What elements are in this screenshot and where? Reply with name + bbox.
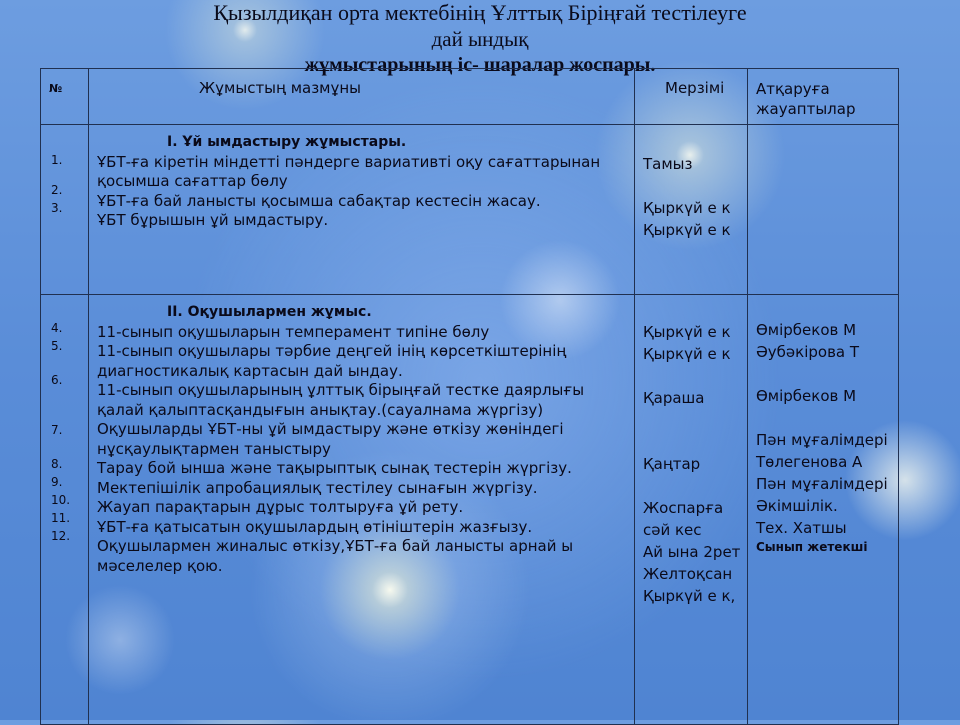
list-item: ҰБТ-ға бай ланысты қосымша сабақтар кестесін жасау. — [97, 191, 541, 210]
row-number: 2. — [51, 183, 63, 197]
responsible-cell: Өмірбеков М — [756, 321, 857, 339]
header-number: № — [41, 69, 89, 125]
responsible-cell: Пән мұғалімдері — [756, 431, 888, 449]
list-item: Мектепішілік апробациялық тестілеу сынағын жүргізу. — [97, 478, 538, 497]
deadline-cell: Ай ына 2рет — [643, 543, 741, 561]
responsible-cell: Өмірбеков М — [756, 387, 857, 405]
section1-dates — [635, 125, 748, 295]
deadline-cell: Қыркүй е к — [643, 221, 731, 239]
responsible-cell: Әубәкірова Т — [756, 343, 860, 361]
document-title — [0, 0, 960, 78]
section2-numbers — [41, 295, 89, 725]
deadline-cell: Тамыз — [643, 155, 693, 173]
header-deadline: Мерзімі — [635, 69, 748, 125]
title-line-1: Қызылдиқан орта мектебінің Ұлттық Біріңғай тестілеуге — [213, 0, 747, 25]
responsible-cell: Сынып жетекші — [756, 540, 868, 554]
section1-numbers — [41, 125, 89, 295]
deadline-cell: Қыркүй е к — [643, 199, 731, 217]
row-number: 5. — [51, 339, 63, 353]
list-item: 11-сынып оқушылары тәрбие деңгей інің көрсеткіштерінің диагностикалық картасын дай ындау. — [97, 342, 567, 380]
section1-content — [89, 125, 635, 295]
list-item: Оқушыларды ҰБТ-ны ұй ымдастыру және өткізу жөніндегі нұсқаулықтармен таныстыру — [97, 420, 564, 458]
header-responsible: Атқаруға жауаптылар — [748, 69, 899, 125]
row-number: 3. — [51, 201, 63, 215]
title-line-2: дай ындық — [431, 27, 529, 51]
row-number: 10. — [51, 493, 71, 507]
row-number: 4. — [51, 321, 63, 335]
deadline-cell: Қыркүй е к — [643, 345, 731, 363]
list-item: Оқушылармен жиналыс өткізу,ҰБТ-ға бай ланысты арнай ы мәселелер қою. — [97, 537, 574, 575]
list-item: Жауап парақтарын дұрыс толтыруға ұй рету. — [97, 498, 464, 516]
section1-responsible — [748, 125, 899, 295]
list-item: 11-сынып оқушыларының ұлттық бірыңғай тестке даярлығы қалай қалыптасқандығын анықтау.(сауалнама жүргізу) — [97, 381, 585, 419]
responsible-cell: Төлегенова А — [756, 453, 863, 471]
section2-dates — [635, 295, 748, 725]
section1-title: I. Ұй ымдастыру жұмыстары. — [167, 134, 407, 150]
deadline-cell: Қыркүй е к, — [643, 587, 736, 605]
row-number: 8. — [51, 457, 63, 471]
list-item: ҰБТ-ға қатысатын оқушылардың өтініштерін жазғызу. — [97, 517, 533, 536]
deadline-cell: Жоспарға сәй кес — [643, 499, 724, 539]
list-item: Тарау бой ынша және тақырыптық сынақ тестерін жүргізу. — [97, 459, 572, 477]
section2-title: II. Оқушылармен жұмыс. — [167, 304, 372, 320]
section2-responsible — [748, 295, 899, 725]
deadline-cell: Желтоқсан — [643, 565, 733, 583]
deadline-cell: Қараша — [643, 389, 705, 407]
responsible-cell: Пән мұғалімдері — [756, 475, 888, 493]
table-row — [41, 295, 899, 725]
table-header-row — [41, 69, 899, 125]
title-line-3: жұмыстарының іс- шаралар жоспары. — [304, 54, 656, 76]
row-number: 1. — [51, 153, 63, 167]
section2-content — [89, 295, 635, 725]
responsible-cell: Әкімшілік. — [756, 497, 838, 515]
header-content: Жұмыстың мазмұны — [89, 69, 635, 125]
table-row — [41, 125, 899, 295]
row-number: 12. — [51, 529, 71, 543]
list-item: 11-сынып оқушыларын темперамент типіне бөлу — [97, 322, 490, 341]
list-item: ҰБТ-ға кіретін міндетті пәндерге вариативті оқу сағаттарынан қосымша сағаттар бөлу — [97, 152, 601, 190]
row-number: 7. — [51, 423, 63, 437]
deadline-cell: Қаңтар — [643, 455, 701, 473]
row-number: 11. — [51, 511, 71, 525]
deadline-cell: Қыркүй е к — [643, 323, 731, 341]
row-number: 6. — [51, 373, 63, 387]
list-item: ҰБТ бұрышын ұй ымдастыру. — [97, 211, 329, 229]
plan-table — [40, 68, 899, 725]
responsible-cell: Тех. Хатшы — [756, 519, 847, 537]
row-number: 9. — [51, 475, 63, 489]
